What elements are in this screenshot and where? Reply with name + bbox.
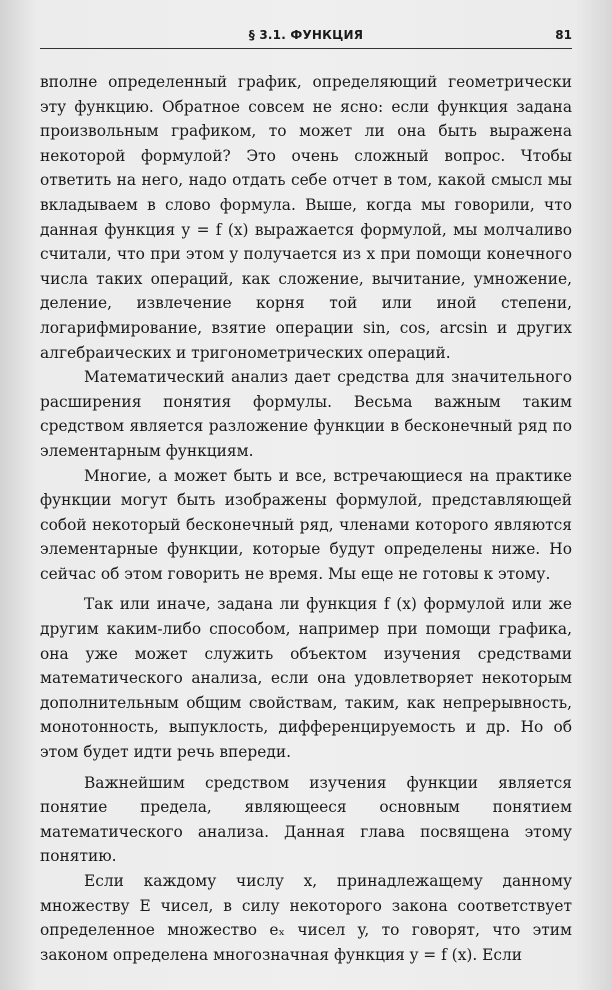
paragraph: вполне определенный график, определяющий геометрически эту функцию. Обратное совсем не ясно: если функция задана произвольным графиком, то может ли она быть выражена некоторой формулой? Это очень сложный вопрос. Чтобы ответить на него, надо отдать себе отчет в том, какой смысл мы вкладываем в слово формула. Выше, когда мы говорили, что данная функция y = f (x) выражается формулой, мы молчаливо считали, что при этом y получается из x при помощи конечного числа таких операций, как сложение, вычитание, умножение, деление, извлечение корня той или иной степени, логарифмирование, взятие операции sin, cos, arcsin и других алгебраических и тригонометрических операций.	[40, 73, 572, 362]
page-number: 81	[555, 28, 572, 42]
paragraph: Многие, а может быть и все, встречающиеся на практике функции могут быть изображены формулой, представляющей собой некоторый бесконечный ряд, членами которого являются элементарные функции, которые будут определены ниже. Но сейчас об этом говорить не время. Мы еще не готовы к этому.	[40, 466, 572, 583]
body-text	[40, 70, 572, 967]
running-header	[40, 26, 572, 49]
paragraph: Так или иначе, задана ли функция f (x) формулой или же другим каким-либо способом, например при помощи графика, она уже может служить объектом изучения средствами математического анализа, если она удовлетворяет некоторым дополнительным общим свойствам, таким, как непрерывность, монотонность, выпуклость, дифференцируемость и др. Но об этом будет идти речь впереди.	[40, 595, 572, 762]
paragraph: Математический анализ дает средства для значительного расширения понятия формулы. Весьма важным таким средством является разложение функции в бесконечный ряд по элементарным функциям.	[40, 368, 572, 460]
paragraph: Важнейшим средством изучения функции является понятие предела, являющееся основным понятием математического анализа. Данная глава посвящена этому понятию.	[40, 773, 572, 866]
section-title: § 3.1. ФУНКЦИЯ	[248, 28, 364, 42]
paragraph: Если каждому числу x, принадлежащему данному множеству E чисел, в силу некоторого закона соответствует определенное множество eₓ чисел y, то говорят, что этим законом определена многозначная функция y = f (x). Если	[40, 872, 572, 964]
